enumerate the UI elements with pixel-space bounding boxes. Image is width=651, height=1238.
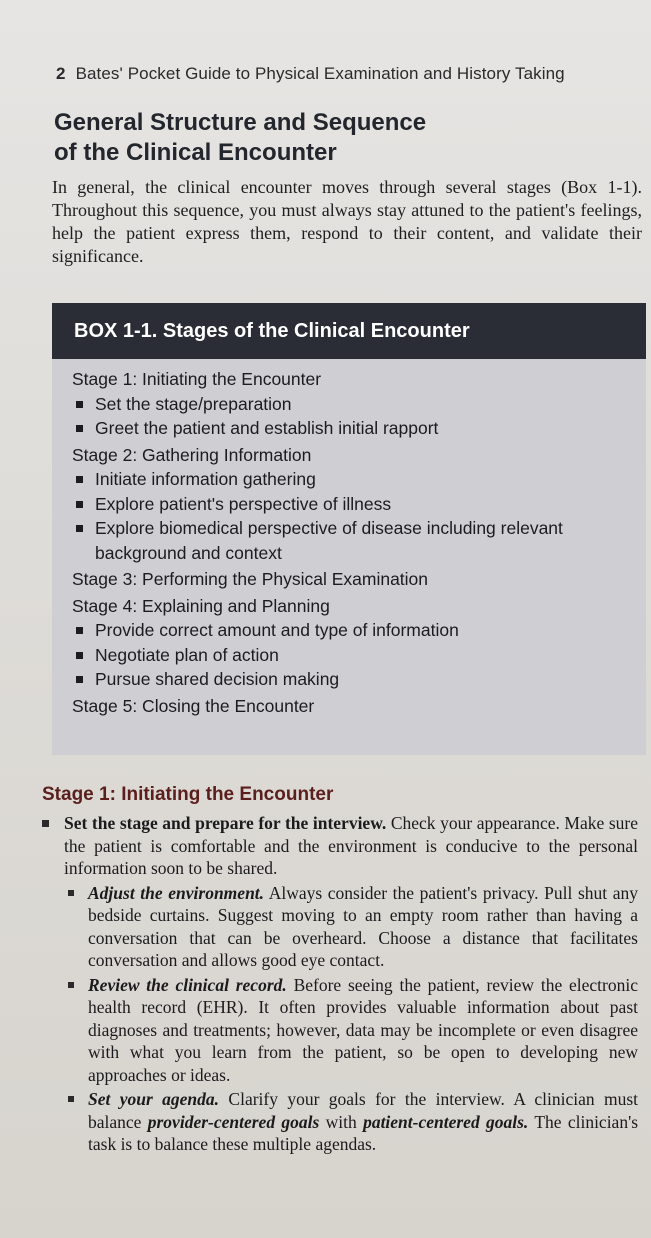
- stage-bullet: Negotiate plan of action: [76, 643, 615, 668]
- stage-title: Stage 3: Performing the Physical Examination: [72, 569, 429, 589]
- sub-point-text: The clinician's task is to balance these multiple agendas.: [88, 1111, 639, 1154]
- stage-bullet: Explore patient's perspective of illness: [76, 492, 615, 517]
- sub-list: [64, 882, 638, 1156]
- stage-bullet: Set the stage/preparation: [76, 392, 615, 417]
- list-item: [42, 812, 638, 1156]
- stage-bullet: Provide correct amount and type of information: [76, 618, 615, 643]
- sub-list-item: [64, 974, 638, 1087]
- sub-point-lead: Set your agenda.: [88, 1089, 220, 1109]
- point-lead: Set the stage and prepare for the interview.: [64, 813, 387, 833]
- stage-block-5: [72, 694, 646, 719]
- section-title: [54, 108, 574, 168]
- stage-block-2: [72, 443, 646, 566]
- stage-bullets: [72, 467, 646, 565]
- stage-block-1: [72, 367, 646, 441]
- stage-bullet: Greet the patient and establish initial rapport: [76, 416, 615, 441]
- stage-title: Stage 5: Closing the Encounter: [72, 695, 315, 716]
- sub-point-lead: Review the clinical record.: [88, 974, 287, 995]
- section-title-line2: of the Clinical Encounter: [54, 139, 337, 166]
- stage-bullets: [72, 618, 646, 692]
- stage-title: Stage 4: Explaining and Planning: [72, 595, 330, 616]
- sub-point-text: Clarify your goals for the interview. A clinician must balance: [88, 1089, 639, 1132]
- stage-bullets: [72, 392, 646, 441]
- sub-point-lead: Adjust the environment.: [88, 882, 265, 903]
- box-body: [52, 359, 646, 718]
- point-text: Check your appearance. Make sure the patient is comfortable and the environment is conducive to the personal information soon to be shared.: [64, 813, 639, 878]
- stage-block-4: [72, 594, 646, 692]
- stage-bullet: Explore biomedical perspective of disease including relevant background and context: [76, 516, 615, 565]
- running-head-title: Bates' Pocket Guide to Physical Examination and History Taking: [75, 64, 565, 83]
- running-head: [56, 64, 565, 84]
- stage-bullet: Initiate information gathering: [76, 467, 615, 492]
- sub-list-item: [64, 1088, 638, 1156]
- sub-point-text: with: [325, 1111, 357, 1132]
- stage1-heading: Stage 1: Initiating the Encounter: [42, 784, 334, 805]
- stage-title: Stage 1: Initiating the Encounter: [72, 369, 322, 389]
- box-header: BOX 1-1. Stages of the Clinical Encounter: [52, 303, 646, 359]
- page-number: 2: [56, 64, 66, 83]
- sub-point-text: Before seeing the patient, review the electronic health record (EHR). It often provides valuable information about past diagnoses and treatments; however, data may be incomplete or even disagree with what you learn from the patient, so be open to developing new approaches or ideas.: [88, 974, 639, 1085]
- stage-title: Stage 2: Gathering Information: [72, 444, 312, 465]
- stage1-list: [42, 812, 638, 1158]
- sub-point-text: Always consider the patient's privacy. Pull shut any bedside curtains. Suggest moving to an empty room rather than having a conversation that can be overheard. Choose a distance that facilitates conversation and allows good eye contact.: [88, 882, 638, 970]
- stage-bullet: Pursue shared decision making: [76, 667, 615, 692]
- sub-list-item: [64, 882, 638, 972]
- emphasis-text: patient-centered goals.: [363, 1111, 529, 1132]
- stage-block-3: [72, 567, 646, 592]
- emphasis-text: provider-centered goals: [147, 1111, 320, 1132]
- box-stages: [52, 303, 646, 755]
- section-title-line1: General Structure and Sequence: [54, 109, 427, 136]
- intro-paragraph: In general, the clinical encounter moves through several stages (Box 1-1). Throughout this sequence, you must always stay attuned to the patient's feelings, help the patient express them, respond to their content, and validate their significance.: [52, 177, 642, 266]
